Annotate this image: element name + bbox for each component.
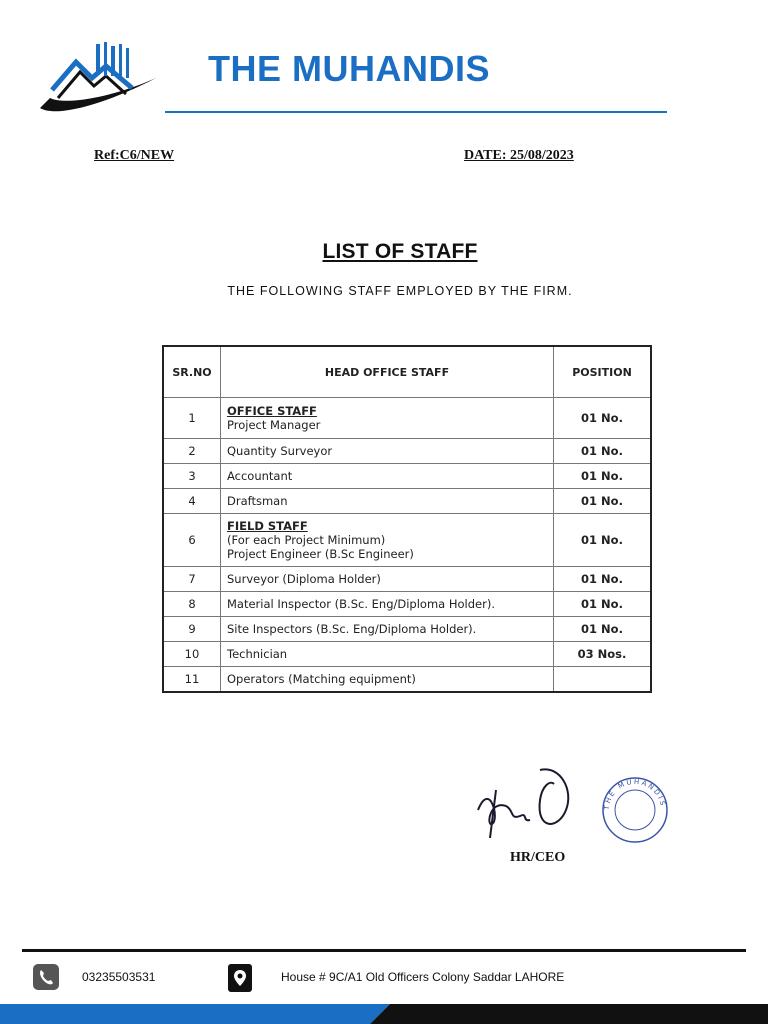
table-row bbox=[163, 642, 651, 667]
row-staff bbox=[221, 514, 554, 567]
staff-title: Site Inspectors (B.Sc. Eng/Diploma Holder). bbox=[221, 617, 554, 642]
table-row bbox=[163, 592, 651, 617]
staff-title: Surveyor (Diploma Holder) bbox=[221, 567, 554, 592]
svg-text:THE MUHANDIS bbox=[603, 778, 667, 812]
row-srno: 8 bbox=[163, 592, 221, 617]
row-srno: 9 bbox=[163, 617, 221, 642]
row-srno: 6 bbox=[163, 514, 221, 567]
handwritten-signature bbox=[470, 760, 582, 840]
header-divider bbox=[165, 111, 667, 113]
reference-number: Ref:C6/NEW bbox=[94, 148, 175, 163]
column-header-srno: SR.NO bbox=[163, 346, 221, 398]
row-position: 01 No. bbox=[554, 398, 652, 439]
staff-title: Accountant bbox=[221, 464, 554, 489]
section-heading-office-staff: OFFICE STAFF bbox=[227, 404, 317, 418]
section-heading-field-staff: FIELD STAFF bbox=[227, 519, 308, 533]
company-name: THE MUHANDIS bbox=[208, 48, 490, 89]
table-row bbox=[163, 617, 651, 642]
footer-address: House # 9C/A1 Old Officers Colony Saddar LAHORE bbox=[281, 970, 565, 984]
row-position: 01 No. bbox=[554, 567, 652, 592]
document-title: LIST OF STAFF bbox=[322, 240, 478, 263]
staff-title: Operators (Matching equipment) bbox=[221, 667, 554, 693]
document-subtitle: THE FOLLOWING STAFF EMPLOYED BY THE FIRM. bbox=[227, 284, 573, 298]
row-position: 01 No. bbox=[554, 514, 652, 567]
company-logo bbox=[36, 38, 160, 116]
row-position bbox=[554, 667, 652, 693]
row-staff bbox=[221, 398, 554, 439]
staff-table bbox=[162, 345, 652, 693]
staff-title: Project Engineer (B.Sc Engineer) bbox=[227, 547, 414, 561]
row-position: 03 Nos. bbox=[554, 642, 652, 667]
row-srno: 2 bbox=[163, 439, 221, 464]
table-row bbox=[163, 439, 651, 464]
table-row bbox=[163, 514, 651, 567]
table-row bbox=[163, 667, 651, 693]
row-position: 01 No. bbox=[554, 439, 652, 464]
row-position: 01 No. bbox=[554, 617, 652, 642]
staff-title: Material Inspector (B.Sc. Eng/Diploma Holder). bbox=[221, 592, 554, 617]
staff-title: Quantity Surveyor bbox=[221, 439, 554, 464]
row-position: 01 No. bbox=[554, 489, 652, 514]
row-srno: 11 bbox=[163, 667, 221, 693]
row-srno: 10 bbox=[163, 642, 221, 667]
footer-phone: 03235503531 bbox=[82, 970, 156, 984]
stamp-text: THE MUHANDIS bbox=[602, 777, 667, 811]
row-srno: 7 bbox=[163, 567, 221, 592]
company-stamp bbox=[600, 775, 670, 845]
row-position: 01 No. bbox=[554, 464, 652, 489]
table-row bbox=[163, 398, 651, 439]
table-header-row bbox=[163, 346, 651, 398]
footer-band bbox=[0, 1004, 768, 1024]
staff-note: (For each Project Minimum) bbox=[227, 533, 386, 547]
column-header-staff: HEAD OFFICE STAFF bbox=[221, 346, 554, 398]
column-header-position: POSITION bbox=[554, 346, 652, 398]
staff-title: Draftsman bbox=[221, 489, 554, 514]
row-srno: 3 bbox=[163, 464, 221, 489]
staff-title: Project Manager bbox=[227, 418, 321, 432]
table-row bbox=[163, 567, 651, 592]
row-srno: 4 bbox=[163, 489, 221, 514]
table-row bbox=[163, 464, 651, 489]
footer-divider bbox=[22, 949, 746, 952]
signatory-role: HR/CEO bbox=[510, 850, 566, 865]
row-position: 01 No. bbox=[554, 592, 652, 617]
row-srno: 1 bbox=[163, 398, 221, 439]
staff-title: Technician bbox=[221, 642, 554, 667]
document-date: DATE: 25/08/2023 bbox=[464, 148, 574, 163]
phone-icon bbox=[33, 964, 59, 990]
location-pin-icon bbox=[228, 964, 252, 992]
table-row bbox=[163, 489, 651, 514]
